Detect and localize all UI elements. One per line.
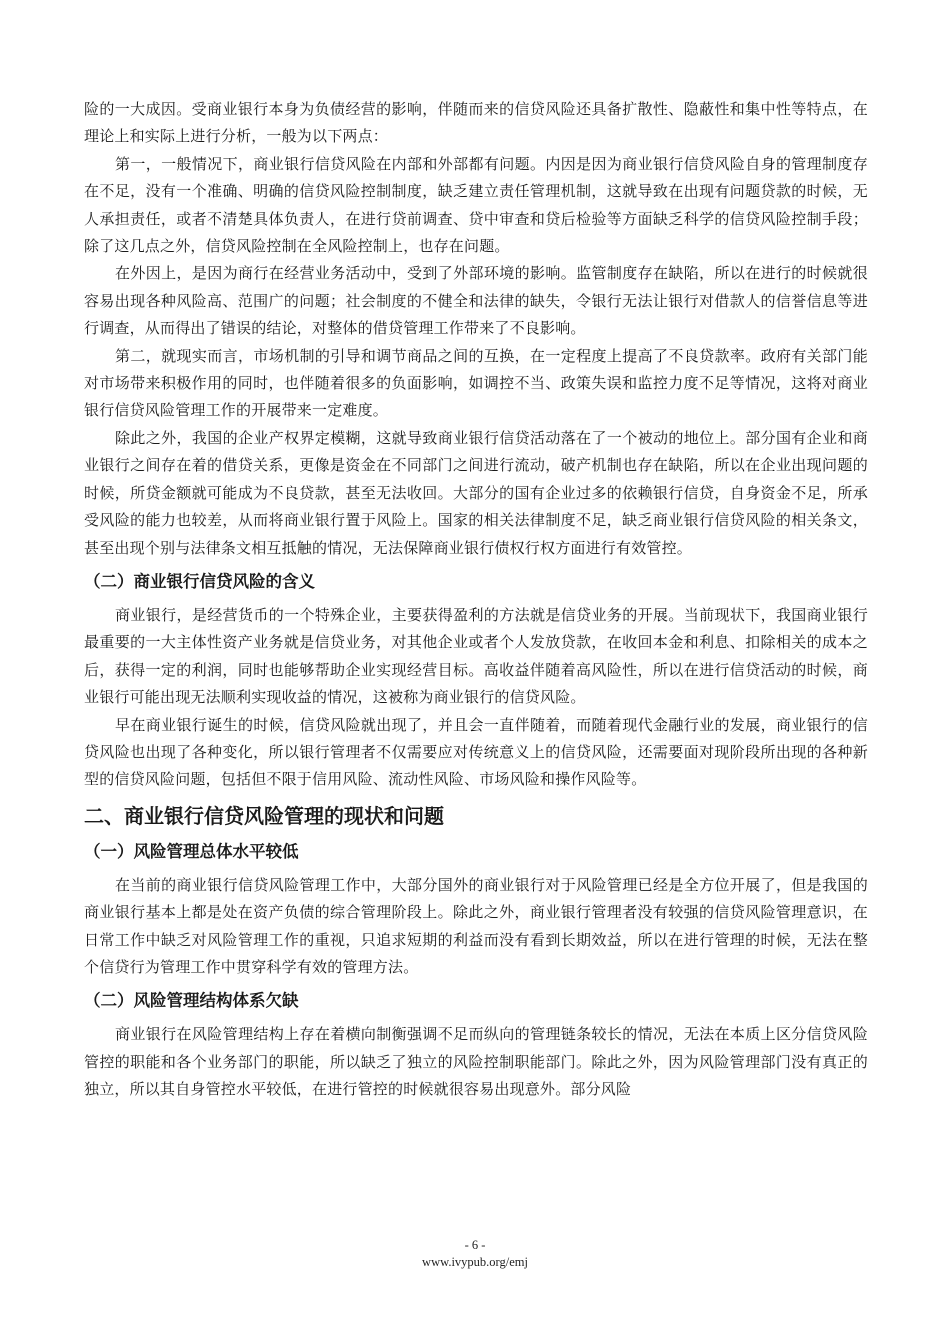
paragraph-continuation: 险的一大成因。受商业银行本身为负债经营的影响，伴随而来的信贷风险还具备扩散性、隐蔽性和集中性等特点，在理论上和实际上进行分析，一般为以下两点： [84, 100, 868, 146]
paragraph-external-causes: 在外因上，是因为商行在经营业务活动中，受到了外部环境的影响。监管制度存在缺陷，所以在进行的时候就很容易出现各种风险高、范围广的问题；社会制度的不健全和法律的缺失，令银行无法让银行对借款人的信誉信息等进行调查，从而得出了错误的结论，对整体的借贷管理工作带来了不良影响。 [84, 264, 868, 338]
chapter-heading-status-problems: 二、商业银行信贷风险管理的现状和问题 [84, 803, 444, 828]
paragraph-risk-evolution: 早在商业银行诞生的时候，信贷风险就出现了，并且会一直伴随着，而随着现代金融行业的发展，商业银行的信贷风险也出现了各种变化，所以银行管理者不仅需要应对传统意义上的信贷风险，还需要面对现阶段所出现的各种新型的信贷风险问题，包括但不限于信用风险、流动性风险、市场风险和操作风险等。 [84, 715, 868, 789]
paragraph-low-level: 在当前的商业银行信贷风险管理工作中，大部分国外的商业银行对于风险管理已经是全方位开展了，但是我国的商业银行基本上都是处在资产负债的综合管理阶段上。除此之外，商业银行管理者没有较强的信贷风险管理意识，在日常工作中缺乏对风险管理工作的重视，只追求短期的利益而没有看到长期效益，所以在进行管理的时候，无法在整个信贷行为管理工作中贯穿科学有效的管理方法。 [84, 875, 868, 976]
paragraph-property-rights: 除此之外，我国的企业产权界定模糊，这就导致商业银行信贷活动落在了一个被动的地位上。部分国有企业和商业银行之间存在着的借贷关系，更像是资金在不同部门之间进行流动，破产机制也存在缺陷，所以在企业出现问题的时候，所贷金额就可能成为不良贷款，甚至无法收回。大部分的国有企业过多的依赖银行信贷，自身资金不足，所承受风险的能力也较差，从而将商业银行置于风险上。国家的相关法律制度不足，缺乏商业银行信贷风险的相关条文，甚至出现个别与法律条文相互抵触的情况，无法保障商业银行债权行权方面进行有效管控。 [84, 428, 868, 557]
page-body [84, 96, 868, 1104]
journal-url: www.ivypub.org/emj [422, 1255, 528, 1269]
paragraph-bank-definition: 商业银行，是经营货币的一个特殊企业，主要获得盈利的方法就是信贷业务的开展。当前现状下，我国商业银行最重要的一大主体性资产业务就是信贷业务，对其他企业或者个人发放贷款，在收回本金和利息、扣除相关的成本之后，获得一定的利润，同时也能够帮助企业实现经营目标。高收益伴随着高风险性，所以在进行信贷活动的时候，商业银行可能出现无法顺利实现收益的情况，这被称为商业银行的信贷风险。 [84, 605, 868, 707]
section-heading-structure-lacking: （二）风险管理结构体系欠缺 [84, 991, 299, 1011]
paragraph-first-point: 第一，一般情况下，商业银行信贷风险在内部和外部都有问题。内因是因为商业银行信贷风险自身的管理制度存在不足，没有一个准确、明确的信贷风险控制制度，缺乏建立责任管理机制，这就导致在出现有问题贷款的时候，无人承担责任，或者不清楚具体负责人，在进行贷前调查、贷中审查和贷后检验等方面缺乏科学的信贷风险控制手段；除了这几点之外，信贷风险控制在全风险控制上，也存在问题。 [84, 154, 868, 256]
paragraph-structure-lacking: 商业银行在风险管理结构上存在着横向制衡强调不足而纵向的管理链条较长的情况，无法在本质上区分信贷风险管控的职能和各个业务部门的职能，所以缺乏了独立的风险控制职能部门。除此之外，因为风险管理部门没有真正的独立，所以其自身管控水平较低，在进行管控的时候就很容易出现意外。部分风险 [84, 1025, 868, 1099]
paragraph-second-point: 第二，就现实而言，市场机制的引导和调节商品之间的互换，在一定程度上提高了不良贷款率。政府有关部门能对市场带来积极作用的同时，也伴随着很多的负面影响，如调控不当、政策失误和监控力度不足等情况，这将对商业银行信贷风险管理工作的开展带来一定难度。 [84, 346, 868, 420]
section-heading-credit-risk-meaning: （二）商业银行信贷风险的含义 [84, 571, 315, 591]
page-number: - 6 - [464, 1238, 486, 1252]
section-heading-low-level: （一）风险管理总体水平较低 [84, 841, 299, 861]
